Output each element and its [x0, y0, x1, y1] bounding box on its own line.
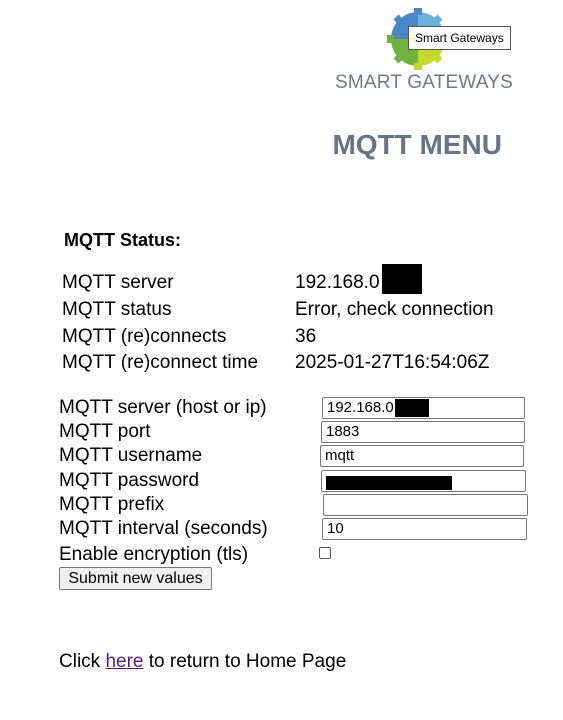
- status-value-server: [295, 271, 422, 295]
- brand-name: SMART GATEWAYS: [335, 72, 514, 93]
- home-page-link[interactable]: here: [105, 651, 144, 672]
- redaction-block: [382, 264, 422, 294]
- smart-gateways-logo: [335, 6, 514, 98]
- status-server-ip: 192.168.0: [295, 272, 380, 293]
- status-heading: MQTT Status:: [64, 230, 181, 250]
- logo-tooltip: Smart Gateways: [408, 26, 511, 50]
- status-label-server: MQTT server: [62, 272, 174, 293]
- status-label-reconnect-time: MQTT (re)connect time: [62, 352, 259, 373]
- status-label-reconnects: MQTT (re)connects: [62, 326, 227, 347]
- mqtt-username-input[interactable]: mqtt: [320, 445, 524, 467]
- mqtt-password-input[interactable]: [321, 470, 526, 492]
- status-label-status: MQTT status: [62, 299, 172, 320]
- return-home-text: [59, 651, 346, 673]
- page-title: MQTT MENU: [332, 129, 502, 160]
- label-mqtt-interval: MQTT interval (seconds): [59, 518, 268, 539]
- status-value-status: Error, check connection: [295, 299, 494, 320]
- mqtt-port-input[interactable]: 1883: [321, 421, 525, 443]
- label-mqtt-port: MQTT port: [59, 421, 151, 442]
- submit-button[interactable]: Submit new values: [59, 567, 212, 590]
- footer-prefix: Click: [59, 651, 106, 672]
- label-enable-tls: Enable encryption (tls): [59, 544, 249, 565]
- mqtt-prefix-input[interactable]: [323, 494, 528, 516]
- status-value-reconnects: 36: [295, 326, 317, 347]
- redaction-block: [395, 399, 429, 417]
- label-mqtt-password: MQTT password: [59, 470, 200, 491]
- mqtt-interval-input[interactable]: 10: [322, 518, 527, 540]
- label-mqtt-username: MQTT username: [59, 445, 203, 466]
- label-mqtt-server: MQTT server (host or ip): [59, 397, 267, 418]
- mqtt-server-value: 192.168.0: [327, 399, 394, 416]
- redaction-block: [326, 476, 452, 490]
- label-mqtt-prefix: MQTT prefix: [59, 494, 165, 515]
- status-value-reconnect-time: 2025-01-27T16:54:06Z: [295, 352, 490, 373]
- mqtt-server-input[interactable]: [322, 397, 525, 419]
- enable-tls-checkbox[interactable]: [319, 547, 331, 559]
- footer-suffix: to return to Home Page: [143, 651, 347, 672]
